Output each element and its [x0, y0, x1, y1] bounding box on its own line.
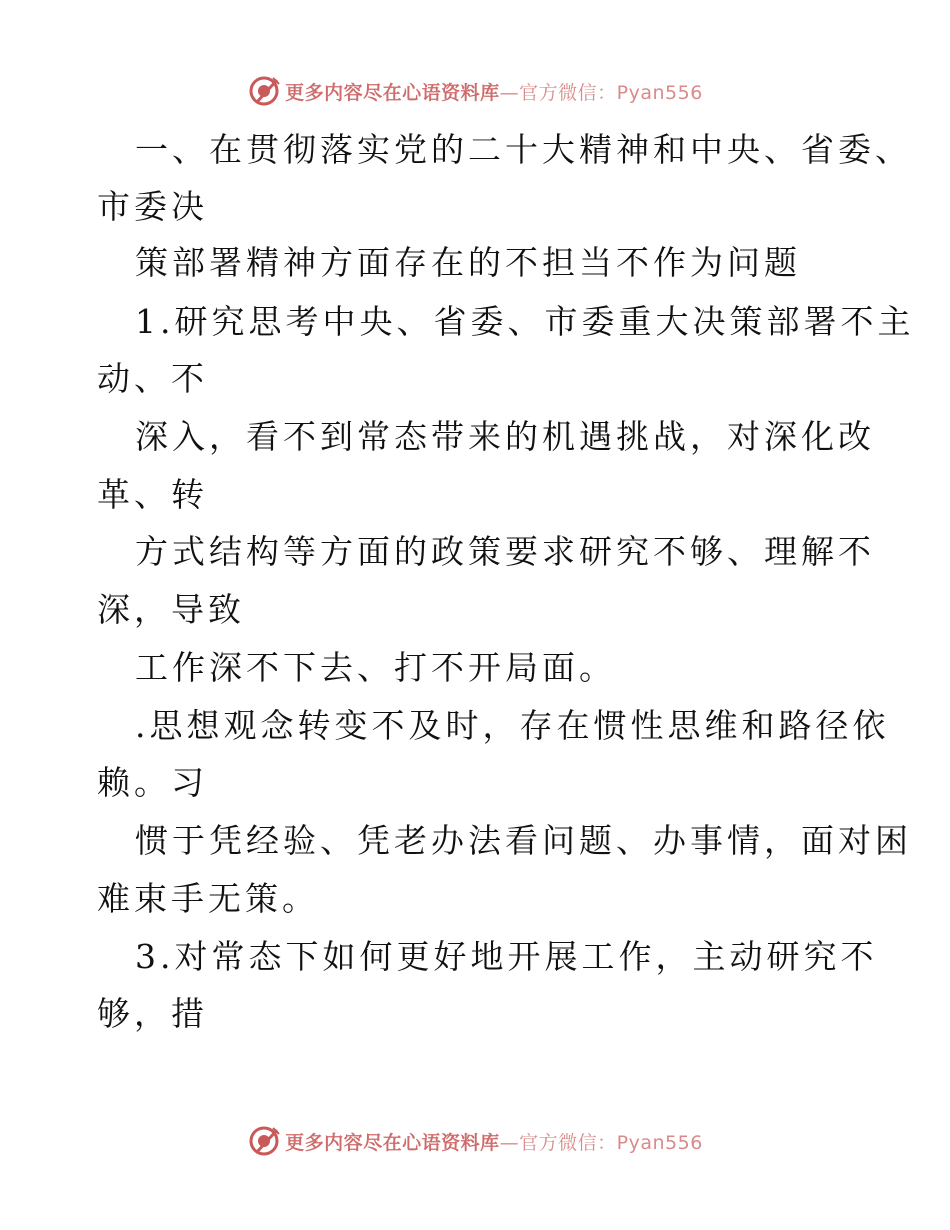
text-line: 策部署精神方面存在的不担当不作为问题: [135, 243, 801, 282]
banner-wechat-text: —官方微信：Pyan556: [499, 1131, 703, 1154]
pen-logo-icon: [247, 1124, 281, 1158]
banner-main-text: 更多内容尽在心语资料库: [285, 1131, 500, 1154]
text-line: 市委决: [97, 187, 208, 226]
pen-logo-icon: [247, 74, 281, 108]
text-line: .思想观念转变不及时，存在惯性思维和路径依: [135, 706, 890, 745]
footer-watermark-banner: [0, 1124, 950, 1158]
banner-main-text: 更多内容尽在心语资料库: [285, 81, 500, 104]
text-line: 够，措: [97, 994, 208, 1033]
header-watermark-banner: [0, 74, 950, 108]
text-line: 深，导致: [97, 590, 245, 629]
text-line: 3.对常态下如何更好地开展工作，主动研究不: [135, 937, 878, 976]
banner-wechat-text: —官方微信：Pyan556: [499, 81, 703, 104]
text-line: 革、转: [97, 475, 208, 514]
text-line: 惯于凭经验、凭老办法看问题、办事情，面对困: [135, 821, 912, 860]
text-line: 1.研究思考中央、省委、市委重大决策部署不主: [135, 302, 915, 341]
text-line: 赖。习: [97, 763, 208, 802]
text-line: 方式结构等方面的政策要求研究不够、理解不: [135, 532, 875, 571]
text-line: 一、在贯彻落实党的二十大精神和中央、省委、: [135, 130, 912, 169]
text-line: 工作深不下去、打不开局面。: [135, 648, 616, 687]
text-line: 难束手无策。: [97, 879, 319, 918]
text-line: 深入，看不到常态带来的机遇挑战，对深化改: [135, 417, 875, 456]
text-line: 动、不: [97, 359, 208, 398]
